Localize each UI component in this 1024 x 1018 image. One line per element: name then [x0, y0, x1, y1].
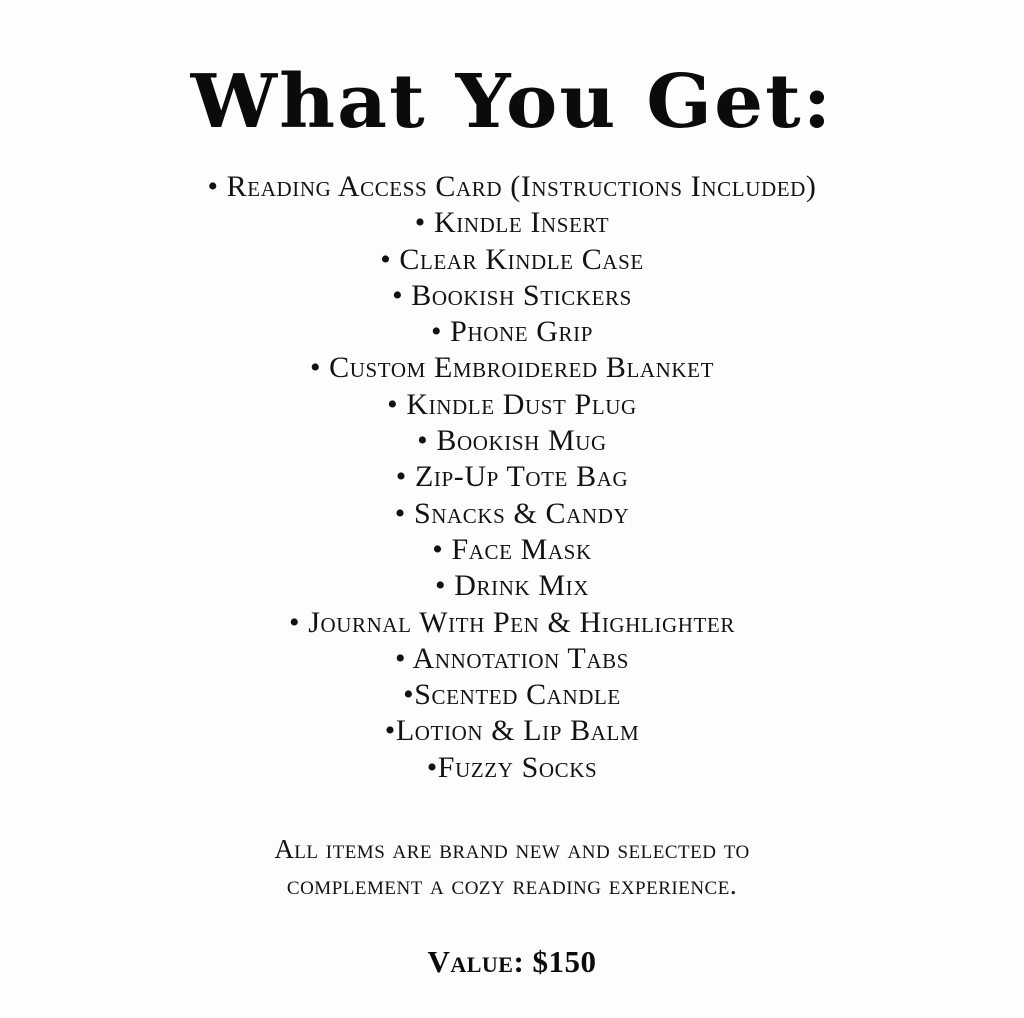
list-item: • Kindle Dust Plug [387, 387, 637, 421]
list-item: • Reading Access Card (Instructions Included) [207, 170, 817, 203]
list-item: • Zip-Up Tote Bag [395, 460, 629, 494]
disclaimer-line-2: complement a cozy reading experience. [286, 869, 738, 900]
list-item: • Kindle Insert [414, 206, 610, 240]
list-item: •Scented Candle [403, 678, 621, 712]
list-item: •Fuzzy Socks [426, 750, 598, 784]
included-items-list [40, 169, 984, 786]
value-label: Value: [427, 943, 525, 979]
list-item: • Drink Mix [435, 569, 589, 603]
list-item: • Bookish Mug [417, 424, 607, 458]
list-item: • Annotation Tabs [395, 641, 629, 675]
list-item: • Phone Grip [430, 315, 594, 349]
list-item: • Snacks & Candy [394, 496, 630, 530]
value-amount: $150 [532, 943, 597, 979]
list-item: • Clear Kindle Case [380, 242, 644, 276]
list-item: • Face Mask [432, 532, 592, 566]
page-title: What You Get: [190, 59, 834, 145]
list-item: • Journal With Pen & Highlighter [289, 605, 735, 639]
list-item: • Custom Embroidered Blanket [309, 351, 715, 385]
value-statement [427, 944, 596, 980]
disclaimer-note [274, 832, 749, 904]
disclaimer-line-1: All items are brand new and selected to [274, 834, 750, 865]
list-item: • Bookish Stickers [392, 278, 632, 312]
list-item: •Lotion & Lip Balm [384, 714, 640, 748]
